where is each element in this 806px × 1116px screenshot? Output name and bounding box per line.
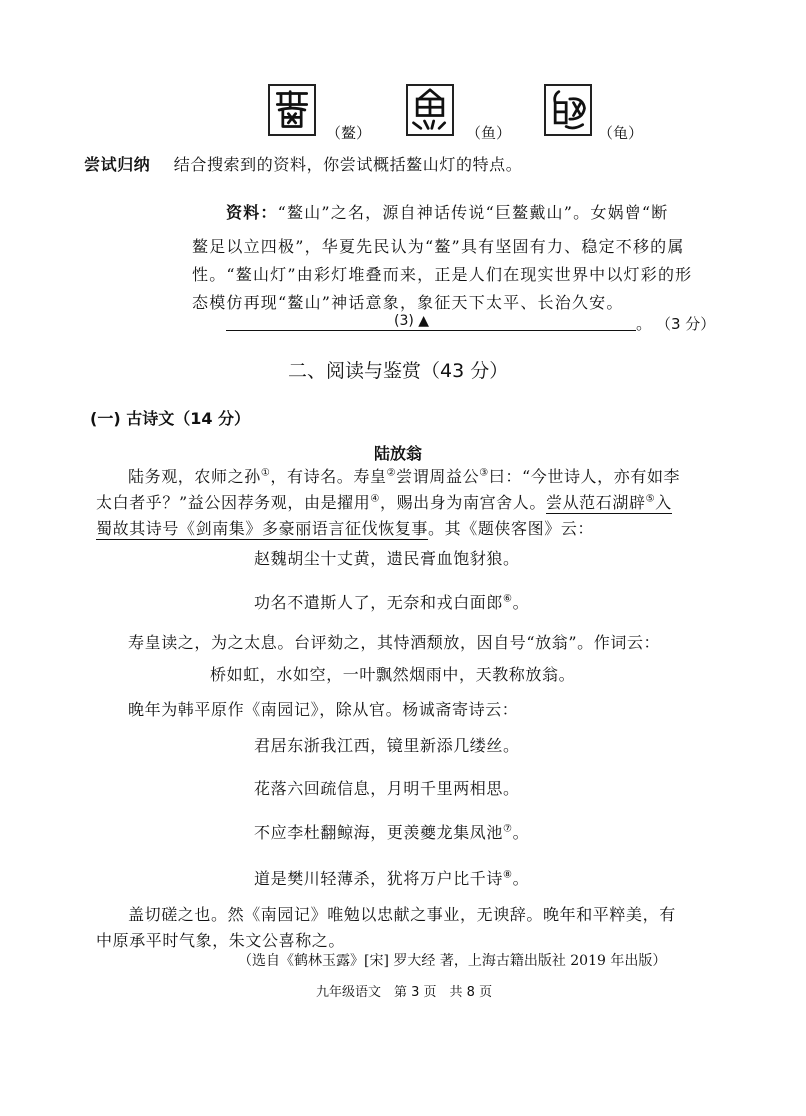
resource-line-1: 资料：“鳌山”之名，源自神话传说“巨鳌戴山”。女娲曾“断 [226,203,669,222]
passage-p2: 寿皇读之，为之太息。台评劾之，其恃酒颓放，因自号“放翁”。作词云： [128,633,661,652]
underlined-sentence-part1: 尝从范石湖辟⑤入 [545,493,672,512]
passage-p4-line2: 中原承平时气象，朱文公喜称之。 [96,931,346,950]
attempt-row [84,152,522,175]
resource-label: 资料： [226,203,278,222]
attempt-prompt: 结合搜索到的资料，你尝试概括鳌山灯的特点。 [173,155,523,174]
score-label: （3 分） [656,315,716,333]
resource-line-4: 态模仿再现“鳌山”神话意象，象征天下太平、长治久安。 [192,293,624,312]
passage-title: 陆放翁 [374,444,423,463]
passage-p1-line2: 太白者乎？”益公因荐务观，由是擢用④，赐出身为南宫舍人。尝从范石湖辟⑤入 [96,493,672,512]
poem1-line1: 赵魏胡尘十丈黄，遗民膏血饱豺狼。 [254,549,520,568]
seal-caption-ao: （鳌） [326,124,372,142]
seal-yu-icon [406,84,454,136]
passage-p3: 晚年为韩平原作《南园记》，除从官。杨诚斋寄诗云： [128,700,519,719]
ci-line: 桥如虹，水如空，一叶飘然烟雨中，天教称放翁。 [210,665,576,684]
seal-gui-icon [544,84,592,136]
resource-line-3: 性。“鳌山灯”由彩灯堆叠而来，正是人们在现实世界中以灯彩的形 [192,265,693,284]
poem2-line4: 道是樊川轻薄杀，犹将万户比千诗⑧。 [254,869,530,888]
passage-p4-line1: 盖切磋之也。然《南园记》唯勉以忠献之事业，无谀辞。晚年和平粹美，有 [128,905,676,924]
answer-end: 。 [636,314,653,333]
poem2-line3: 不应李杜翻鲸海，更羡夔龙集凤池⑦。 [254,823,530,842]
section-title: 二、阅读与鉴赏（43 分） [288,360,509,382]
poem2-line1: 君居东浙我江西，镜里新添几缕丝。 [254,736,520,755]
underlined-sentence-part2: 蜀故其诗号《剑南集》多豪丽语言征伐恢复事 [96,519,429,538]
poem1-line2: 功名不遣斯人了，无奈和戎白面郎⑥。 [254,593,530,612]
seal-caption-yu: （鱼） [466,124,512,142]
seal-ao-icon [268,84,316,136]
seal-caption-gui: （龟） [598,124,644,142]
subsection-title: (一) 古诗文（14 分） [90,409,251,428]
poem2-line2: 花落六回疏信息，月明千里两相思。 [254,779,520,798]
page-footer: 九年级语文 第 3 页 共 8 页 [316,985,493,1000]
resource-line-2: 鳌足以立四极”，华夏先民认为“鳌”具有坚固有力、稳定不移的属 [192,237,685,256]
passage-p1-line3: 蜀故其诗号《剑南集》多豪丽语言征伐恢复事。其《题侠客图》云： [96,519,595,538]
answer-marker: (3) ▲ [394,313,430,329]
passage-p1-line1: 陆务观，农师之孙①，有诗名。寿皇②尝谓周益公③曰：“今世诗人，亦有如李 [128,467,681,486]
attempt-label: 尝试归纳 [84,155,151,174]
answer-line[interactable] [226,330,636,331]
source-citation: （选自《鹤林玉露》[宋] 罗大经 著，上海古籍出版社 2019 年出版） [238,953,667,969]
